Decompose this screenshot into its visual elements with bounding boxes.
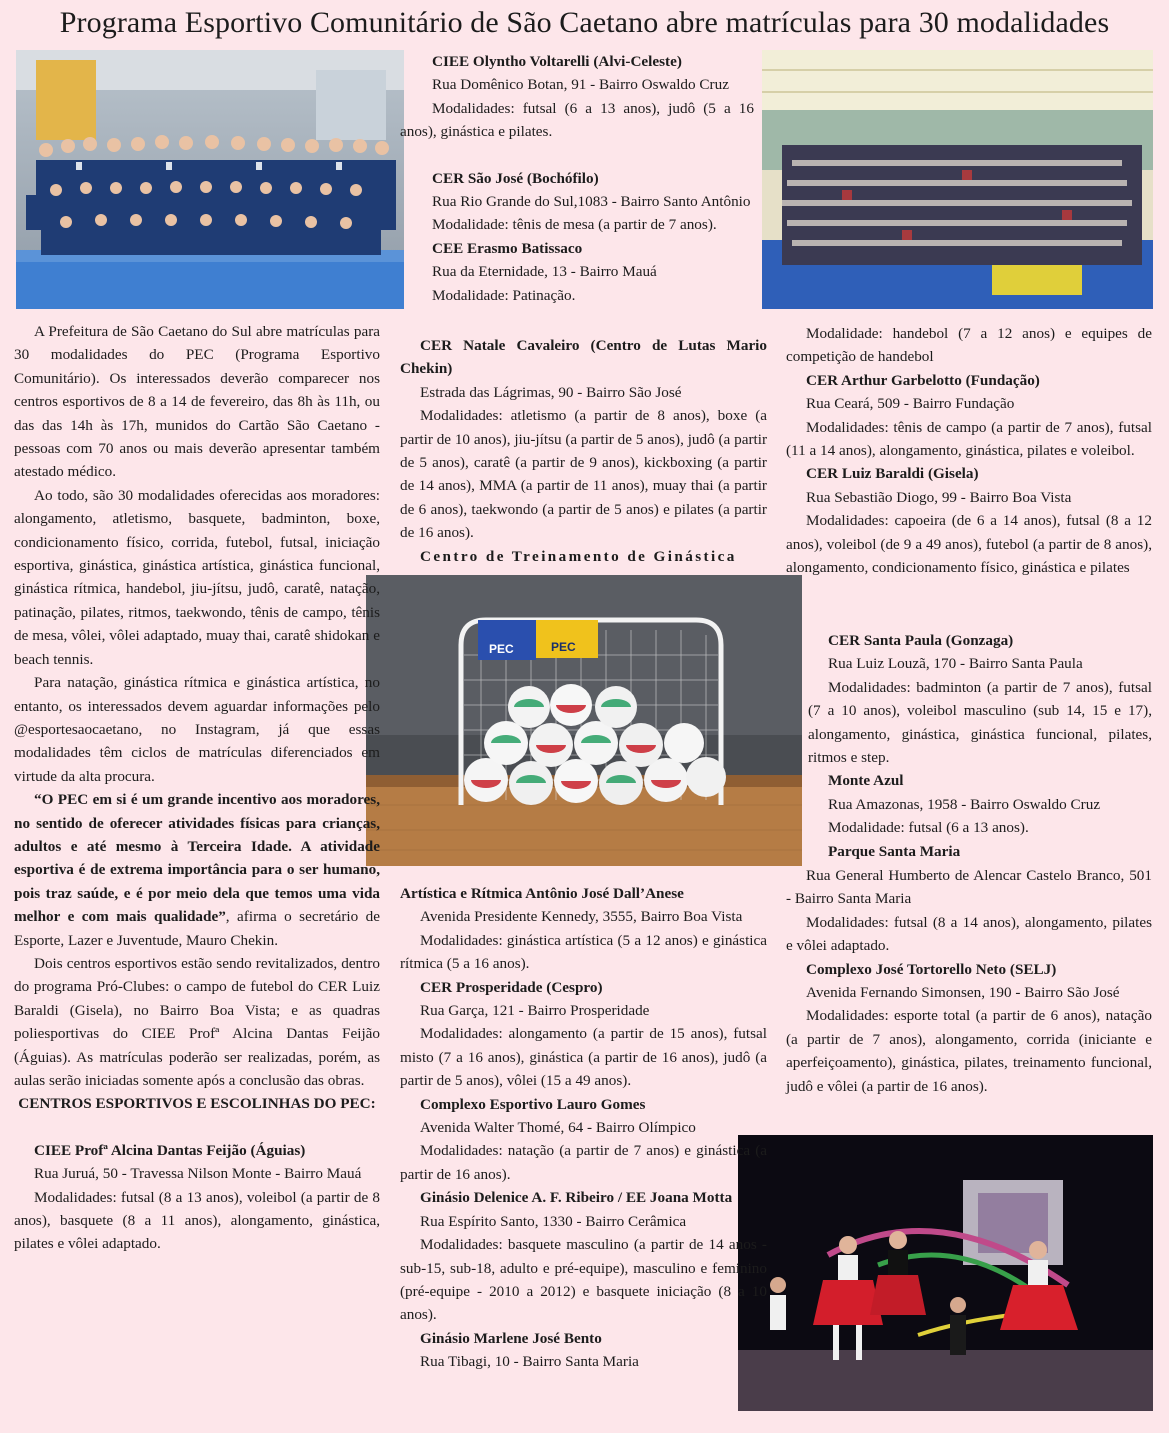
center-address: Rua Garça, 121 - Bairro Prosperidade	[420, 1002, 650, 1020]
center-modalities: Modalidade: tênis de mesa (a partir de 7 anos).	[432, 216, 717, 234]
center-modalities: Modalidades: tênis de campo (a partir de 7 anos), futsal (11 a 14 anos), alongamento, ginástica, pilates e voleibol.	[786, 418, 1152, 460]
center-name: Ginásio Marlene José Bento	[420, 1329, 602, 1347]
column-middle-bottom	[400, 882, 767, 1374]
column-middle-top	[400, 50, 754, 307]
center-name: Ginásio Delenice A. F. Ribeiro / EE Joana Motta	[420, 1189, 733, 1207]
center-name-part2: Artística e Rítmica Antônio José Dall’Anese	[400, 885, 684, 902]
center-name: Complexo José Tortorello Neto (SELJ)	[806, 960, 1057, 978]
paragraph-revitalization: Dois centros esportivos estão sendo revitalizados, dentro do programa Pró-Clubes: o campo de futebol do CER Luiz Baraldi (Gisela), no Bairro Boa Vista; e as quadras poliesportivas do CIEE Profª Alcina Dantas Feijão (Águias). As matrículas poderão ser realizadas, porém, as aulas serão iniciadas somente após a conclusão das obras.	[14, 954, 380, 1089]
center-name: CER Luiz Baraldi (Gisela)	[806, 465, 979, 483]
center-modalities: Modalidades: esporte total (a partir de 6 anos), natação (a partir de 7 anos), alongamento, corrida (iniciante e aperfeiçoamento), ginástica, pilates, treinamento funcional, judô e vôlei (a partir de 16 anos).	[786, 1007, 1152, 1095]
page-title: Programa Esportivo Comunitário de São Caetano abre matrículas para 30 modalidades	[59, 6, 1110, 39]
center-modalities: Modalidades: badminton (a partir de 7 anos), futsal (7 a 10 anos), voleibol masculino (sub 14, 15 e 17), alongamento, ginástica, ginástica funcional, pilates, ritmos e step.	[808, 678, 1152, 767]
center-modalities: Modalidades: natação (a partir de 7 anos) e ginástica (a partir de 16 anos).	[400, 1142, 767, 1183]
paragraph-quote	[14, 788, 380, 952]
center-modalities: Modalidade: handebol (7 a 12 anos) e equipes de competição de handebol	[786, 325, 1152, 366]
center-name: CER Santa Paula (Gonzaga)	[828, 632, 1014, 649]
center-modalities: Modalidade: Patinação.	[432, 286, 576, 304]
center-address: Rua Sebastião Diogo, 99 - Bairro Boa Vista	[806, 488, 1072, 506]
center-address: Avenida Walter Thomé, 64 - Bairro Olímpico	[420, 1119, 696, 1137]
center-name: CEE Erasmo Batissaco	[432, 239, 583, 257]
column-middle-lutas	[400, 334, 767, 568]
center-address: Rua Amazonas, 1958 - Bairro Oswaldo Cruz	[828, 795, 1101, 813]
paragraph-intro: A Prefeitura de São Caetano do Sul abre matrículas para 30 modalidades do PEC (Programa Esportivo Comunitário). Os interessados deverão comparecer nos centros esportivos de 8 a 14 de fevereiro, das 8h às 11h, ou das das 14h às 17h, munidos do Cartão São Caetano - pessoas com 70 anos ou mais deverão apresentar também atestado médico.	[14, 323, 380, 481]
center-name: CER Arthur Garbelotto (Fundação)	[806, 371, 1040, 389]
center-modalities: Modalidade: futsal (6 a 13 anos).	[828, 819, 1029, 837]
center-modalities: Modalidades: basquete masculino (a partir de 14 anos - sub-15, sub-18, adulto e pré-equipe), masculino e feminino (pré-equipe - 2010 a 2012) e basquete iniciação (8 a 10 anos).	[400, 1236, 767, 1324]
center-name-part1: Centro de Treinamento de Ginástica	[420, 547, 737, 565]
section-heading: CENTROS ESPORTIVOS E ESCOLINHAS DO PEC:	[18, 1095, 376, 1113]
center-modalities: Modalidades: ginástica artística (5 a 12 anos) e ginástica rítmica (5 a 16 anos).	[400, 931, 767, 973]
center-address: Avenida Presidente Kennedy, 3555, Bairro Boa Vista	[420, 908, 743, 926]
center-modalities: Modalidades: futsal (8 a 13 anos), voleibol (a partir de 8 anos), basquete (8 a 11 anos), alongamento, ginástica, pilates e vôlei adaptado.	[14, 1188, 380, 1253]
column-right-bottom	[786, 864, 1152, 1098]
center-address: Rua Rio Grande do Sul,1083 - Bairro Santo Antônio	[432, 193, 751, 211]
center-modalities: Modalidades: futsal (8 a 14 anos), alongamento, pilates e vôlei adaptado.	[786, 913, 1152, 955]
center-modalities: Modalidades: atletismo (a partir de 8 anos), boxe (a partir de 10 anos), jiu-jítsu (a partir de 5 anos), judô (a partir de 5 anos), caratê (a partir de 9 anos), kickboxing (a partir de 14 anos), MMA (a partir de 11 anos), muay thai (a partir de 6 anos), taekwondo (a partir de 5 anos) e pilates (a partir de 16 anos).	[400, 407, 767, 542]
center-address: Rua Domênico Botan, 91 - Bairro Oswaldo Cruz	[432, 76, 729, 94]
center-address: Rua Espírito Santo, 1330 - Bairro Cerâmica	[420, 1212, 687, 1230]
photo-crowd-gym	[762, 50, 1153, 309]
center-name: CER São José (Bochófilo)	[432, 169, 599, 187]
column-right-lower	[808, 629, 1152, 863]
center-name: Monte Azul	[828, 772, 904, 790]
quote-attribution: , afirma o secretário de Esporte, Lazer e Juventude, Mauro Chekin.	[14, 908, 380, 949]
center-address: Rua General Humberto de Alencar Castelo Branco, 501 - Bairro Santa Maria	[786, 867, 1152, 908]
center-name: CER Natale Cavaleiro (Centro de Lutas Mario Chekin)	[400, 337, 767, 378]
center-modalities: Modalidades: alongamento (a partir de 15 anos), futsal misto (7 a 16 anos), ginástica (a partir de 16 anos), judô (a partir de 5 anos), vôlei (15 a 49 anos).	[400, 1025, 767, 1090]
center-name: CIEE Profª Alcina Dantas Feijão (Águias)	[34, 1141, 306, 1159]
center-address: Avenida Fernando Simonsen, 190 - Bairro São José	[806, 984, 1120, 1002]
center-name: Complexo Esportivo Lauro Gomes	[420, 1095, 646, 1113]
center-address: Rua Luiz Louzã, 170 - Bairro Santa Paula	[828, 655, 1083, 673]
center-address: Estrada das Lágrimas, 90 - Bairro São José	[420, 383, 682, 401]
photo-judo-group	[16, 50, 404, 309]
center-name: CIEE Olyntho Voltarelli (Alvi-Celeste)	[432, 53, 682, 70]
center-address: Rua Ceará, 509 - Bairro Fundação	[806, 395, 1015, 413]
banner-yellow-text: PEC	[551, 640, 576, 654]
center-modalities: Modalidades: futsal (6 a 13 anos), judô (5 a 16 anos), ginástica e pilates.	[400, 99, 754, 141]
column-left	[14, 320, 380, 1256]
center-address: Rua Tibagi, 10 - Bairro Santa Maria	[420, 1353, 639, 1371]
center-address: Rua da Eternidade, 13 - Bairro Mauá	[432, 263, 657, 281]
photo-goal-balls	[366, 575, 802, 866]
center-modalities: Modalidades: capoeira (de 6 a 14 anos), futsal (8 a 12 anos), voleibol (de 9 a 49 anos), futebol (a partir de 8 anos), alongamento, condicionamento físico, ginástica e pilates	[786, 512, 1152, 577]
center-name: Parque Santa Maria	[828, 842, 961, 860]
paragraph-swimming: Para natação, ginástica rítmica e ginástica artística, no entanto, os interessados devem aguardar informações pelo @esportesaocaetano, no Instagram, já que essas modalidades têm ciclos de matrículas diferenciados em virtude da alta procura.	[14, 674, 380, 785]
center-name: CER Prosperidade (Cespro)	[420, 978, 603, 996]
paragraph-modalities: Ao todo, são 30 modalidades oferecidas aos moradores: alongamento, atletismo, basquete, badminton, boxe, condicionamento físico, corrida, futebol, futsal, iniciação esportiva, ginástica, ginástica artística, ginástica funcional, ginástica rítmica, handebol, jiu-jítsu, judô, caratê, natação, patinação, pilates, ritmos, taekwondo, tênis de campo, tênis de mesa, vôlei, vôlei adaptado, muay thai, caratê shidokan e beach tennis.	[14, 486, 380, 668]
banner-blue-text: PEC	[489, 642, 514, 656]
column-right	[786, 322, 1152, 579]
photo-dance-show	[738, 1135, 1153, 1411]
quote-text: “O PEC em si é um grande incentivo aos moradores, no sentido de oferecer atividades físicas para crianças, adultos e até mesmo à Terceira Idade. A atividade esportiva é de extrema importância para o ser humano, pois traz saúde, e é por meio dela que temos uma vida melhor e com mais qualidade”	[14, 791, 380, 926]
center-address: Rua Juruá, 50 - Travessa Nilson Monte - Bairro Mauá	[34, 1165, 362, 1183]
